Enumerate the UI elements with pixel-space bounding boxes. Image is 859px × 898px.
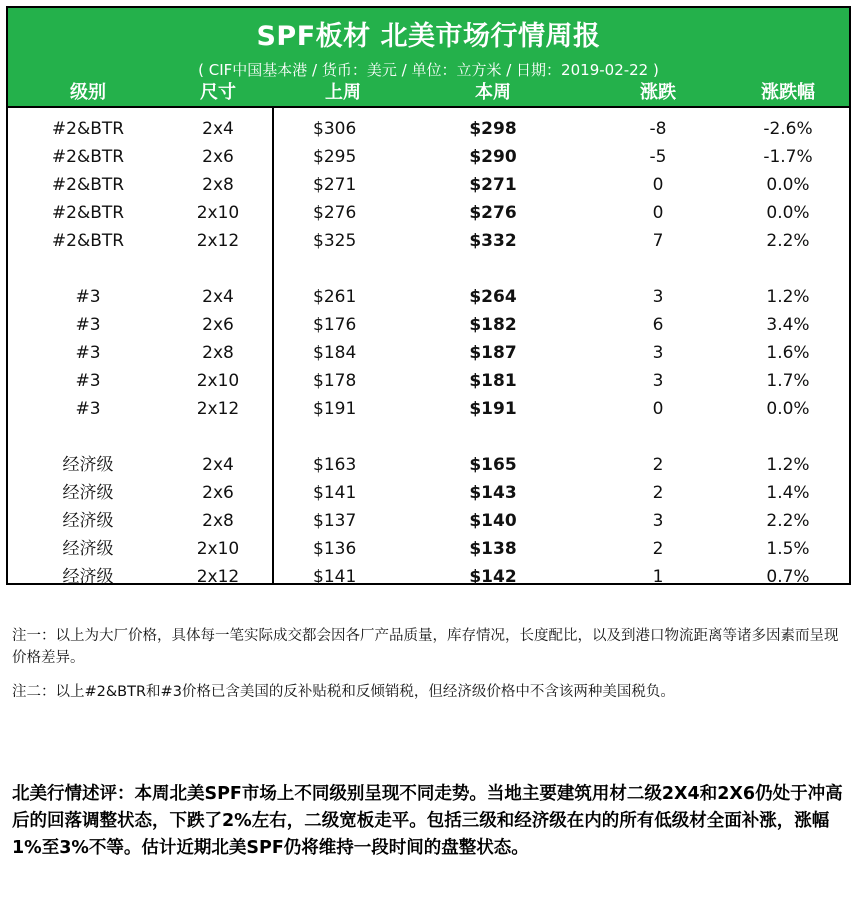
cell-last-week: $306	[313, 119, 357, 139]
cell-grade: #2&BTR	[51, 203, 125, 223]
cell-change: 0	[652, 203, 664, 223]
cell-this-week: $143	[469, 483, 517, 503]
cell-grade: #2&BTR	[51, 231, 125, 251]
cell-change: 7	[652, 231, 664, 251]
cell-size: 2x4	[202, 287, 234, 307]
page-title: SPF板材 北美市场行情周报	[256, 21, 601, 52]
cell-change-pct: 1.2%	[766, 287, 810, 307]
cell-this-week: $276	[469, 203, 517, 223]
cell-this-week: $271	[469, 175, 517, 195]
page-subtitle: ( CIF中国基本港 / 货币：美元 / 单位：立方米 / 日期：2019-02-22 )	[198, 61, 659, 79]
cell-size: 2x12	[196, 399, 240, 419]
note-2: 注二：以上#2&BTR和#3价格已含美国的反补贴税和反倾销税，但经济级价格中不含该两种美国税负。	[12, 684, 675, 700]
column-header-change: 涨跌	[640, 82, 676, 103]
cell-size: 2x6	[202, 315, 234, 335]
cell-last-week: $271	[313, 175, 357, 195]
cell-grade: #2&BTR	[51, 119, 125, 139]
column-header-grade: 级别	[70, 82, 106, 103]
cell-last-week: $137	[313, 511, 357, 531]
cell-change-pct: 1.2%	[766, 455, 810, 475]
cell-change: 3	[652, 371, 664, 391]
cell-this-week: $165	[469, 455, 517, 475]
note-1: 注一：以上为大厂价格，具体每一笔实际成交都会因各厂产品质量，库存情况，长度配比，以及到港口物流距离等诸多因素而呈现价格差异。	[12, 628, 839, 666]
cell-this-week: $140	[469, 511, 517, 531]
cell-change: 0	[652, 175, 664, 195]
cell-size: 2x10	[196, 371, 240, 391]
cell-size: 2x4	[202, 119, 234, 139]
cell-change: 2	[652, 483, 664, 503]
cell-last-week: $184	[313, 343, 357, 363]
cell-size: 2x6	[202, 147, 234, 167]
header-divider	[8, 106, 849, 108]
cell-change: 1	[652, 567, 664, 587]
cell-change-pct: 0.0%	[766, 203, 810, 223]
cell-last-week: $141	[313, 483, 357, 503]
cell-size: 2x12	[196, 231, 240, 251]
column-header-this-week: 本周	[475, 82, 511, 103]
cell-size: 2x4	[202, 455, 234, 475]
cell-change-pct: -2.6%	[763, 119, 813, 139]
table-header	[8, 8, 849, 106]
cell-size: 2x10	[196, 539, 240, 559]
cell-change-pct: 0.7%	[766, 567, 810, 587]
cell-last-week: $163	[313, 455, 357, 475]
cell-change-pct: 1.5%	[766, 539, 810, 559]
cell-last-week: $178	[313, 371, 357, 391]
cell-last-week: $276	[313, 203, 357, 223]
cell-grade: 经济级	[62, 483, 114, 503]
cell-last-week: $141	[313, 567, 357, 587]
cell-size: 2x12	[196, 567, 240, 587]
cell-change: 6	[652, 315, 664, 335]
cell-grade: #3	[75, 315, 101, 335]
cell-size: 2x8	[202, 175, 234, 195]
cell-change-pct: 0.0%	[766, 399, 810, 419]
cell-change: 2	[652, 455, 664, 475]
cell-change-pct: 1.4%	[766, 483, 810, 503]
cell-this-week: $182	[469, 315, 517, 335]
cell-change: -5	[649, 147, 667, 167]
cell-this-week: $181	[469, 371, 517, 391]
price-table	[6, 6, 851, 585]
cell-change: -8	[649, 119, 667, 139]
cell-change-pct: -1.7%	[763, 147, 813, 167]
cell-change: 3	[652, 511, 664, 531]
cell-size: 2x10	[196, 203, 240, 223]
cell-grade: 经济级	[62, 539, 114, 559]
cell-size: 2x6	[202, 483, 234, 503]
cell-this-week: $138	[469, 539, 517, 559]
cell-last-week: $261	[313, 287, 357, 307]
cell-grade: #2&BTR	[51, 175, 125, 195]
cell-grade: 经济级	[62, 567, 114, 587]
column-header-change-pct: 涨跌幅	[761, 82, 815, 103]
cell-change-pct: 2.2%	[766, 231, 810, 251]
cell-size: 2x8	[202, 511, 234, 531]
cell-change-pct: 0.0%	[766, 175, 810, 195]
cell-grade: #3	[75, 371, 101, 391]
cell-last-week: $136	[313, 539, 357, 559]
cell-last-week: $176	[313, 315, 357, 335]
cell-change-pct: 2.2%	[766, 511, 810, 531]
market-commentary: 北美行情述评：本周北美SPF市场上不同级别呈现不同走势。当地主要建筑用材二级2X4和2X6仍处于冲高后的回落调整状态，下跌了2%左右，二级宽板走平。包括三级和经济级在内的所有低级材全面补涨，涨幅1%至3%不等。估计近期北美SPF仍将维持一段时间的盘整状态。	[12, 784, 843, 858]
cell-this-week: $264	[469, 287, 517, 307]
cell-change: 0	[652, 399, 664, 419]
cell-size: 2x8	[202, 343, 234, 363]
cell-change-pct: 1.7%	[766, 371, 810, 391]
cell-grade: #3	[75, 287, 101, 307]
cell-grade: #3	[75, 343, 101, 363]
cell-change: 3	[652, 343, 664, 363]
column-header-last-week: 上周	[325, 82, 361, 103]
cell-this-week: $290	[469, 147, 517, 167]
cell-grade: #3	[75, 399, 101, 419]
cell-last-week: $295	[313, 147, 357, 167]
cell-this-week: $187	[469, 343, 517, 363]
cell-this-week: $191	[469, 399, 517, 419]
cell-last-week: $325	[313, 231, 357, 251]
cell-change: 2	[652, 539, 664, 559]
column-header-size: 尺寸	[200, 82, 236, 103]
cell-change: 3	[652, 287, 664, 307]
cell-this-week: $142	[469, 567, 517, 587]
cell-grade: 经济级	[62, 511, 114, 531]
cell-this-week: $332	[469, 231, 517, 251]
cell-change-pct: 1.6%	[766, 343, 810, 363]
cell-grade: #2&BTR	[51, 147, 125, 167]
cell-grade: 经济级	[62, 455, 114, 475]
cell-this-week: $298	[469, 119, 517, 139]
cell-change-pct: 3.4%	[766, 315, 810, 335]
cell-last-week: $191	[313, 399, 357, 419]
